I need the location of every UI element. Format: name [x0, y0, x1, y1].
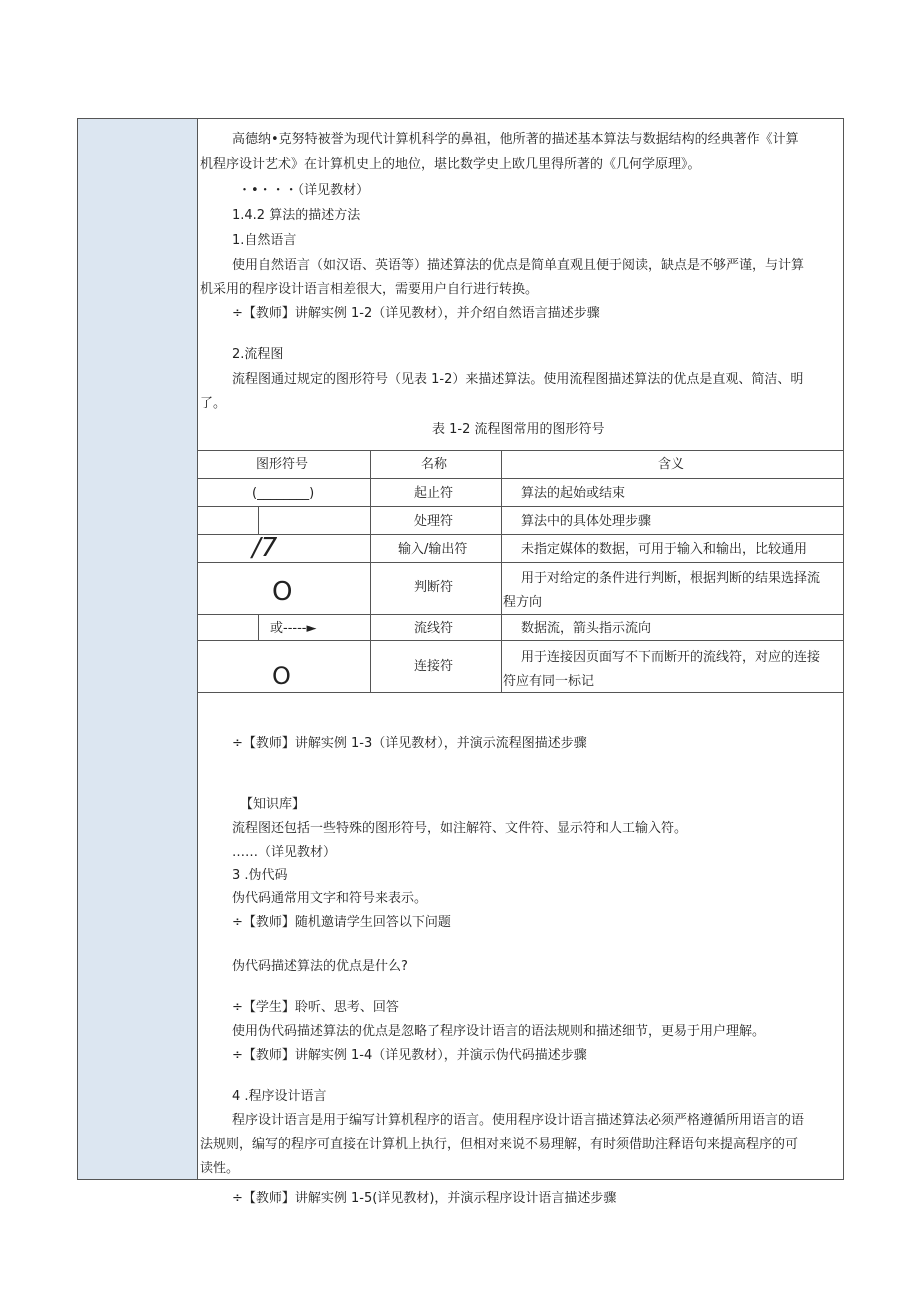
terminator-symbol: (________)	[252, 486, 315, 501]
row-meaning: 数据流，箭头指示流向	[521, 621, 652, 636]
proglang-p3: 读性。	[200, 1161, 240, 1176]
flowline-symbol-edge	[258, 614, 259, 640]
row-meaning: 用于对给定的条件进行判断，根据判断的结果选择流	[521, 571, 821, 586]
natural-heading: 1.自然语言	[232, 233, 297, 248]
row-meaning: 符应有同一标记	[503, 674, 595, 689]
row-meaning: 未指定媒体的数据，可用于输入和输出，比较通用	[521, 542, 808, 557]
teacher-note-1-2: ÷【教师】讲解实例 1-2（详见教材），并介绍自然语言描述步骤	[232, 306, 600, 321]
proglang-heading: 4 .程序设计语言	[232, 1089, 327, 1104]
knowledge-base-text: 流程图还包括一些特殊的图形符号，如注解符、文件符、显示符和人工输入符。	[232, 821, 688, 836]
student-note: ÷【学生】聆听、思考、回答	[232, 1000, 399, 1015]
left-column	[78, 119, 198, 1179]
proglang-p1: 程序设计语言是用于编写计算机程序的语言。使用程序设计语言描述算法必须严格遵循所用语言的语	[232, 1113, 805, 1128]
natural-p1: 使用自然语言（如汉语、英语等）描述算法的优点是简单直观且便于阅读，缺点是不够严谨，与计算	[232, 258, 805, 273]
pseudo-answer: 使用伪代码描述算法的优点是忽略了程序设计语言的语法规则和描述细节，更易于用户理解。	[232, 1024, 766, 1039]
flow-p2: 了。	[200, 396, 227, 411]
row-name: 起止符	[414, 486, 454, 501]
row-meaning: 算法中的具体处理步骤	[521, 514, 652, 529]
row-name: 连接符	[414, 659, 454, 674]
teacher-note-1-5: ÷【教师】讲解实例 1-5(详见教材)，并演示程序设计语言描述步骤	[232, 1191, 617, 1206]
knowledge-base-title: 【知识库】	[240, 797, 306, 812]
io-symbol: /7	[252, 533, 278, 563]
connector-symbol: O	[272, 662, 291, 690]
row-name: 处理符	[414, 514, 454, 529]
pseudo-heading: 3 .伪代码	[232, 868, 288, 883]
pseudo-question: 伪代码描述算法的优点是什么?	[232, 959, 408, 974]
knowledge-base-more: ……（详见教材）	[232, 845, 337, 860]
teacher-note-question: ÷【教师】随机邀请学生回答以下问题	[232, 915, 451, 930]
col-header-symbol: 图形符号	[256, 457, 309, 472]
col-header-name: 名称	[421, 457, 448, 472]
flowline-symbol: 或-----►	[270, 621, 317, 636]
teacher-note-1-4: ÷【教师】讲解实例 1-4（详见教材），并演示伪代码描述步骤	[232, 1048, 587, 1063]
flow-heading: 2.流程图	[232, 347, 284, 362]
intro-ellipsis: ・•・・・（详见教材）	[238, 183, 370, 198]
row-meaning: 用于连接因页面写不下而断开的流线符，对应的连接	[521, 650, 821, 665]
pseudo-p1: 伪代码通常用文字和符号来表示。	[232, 891, 428, 906]
proglang-p2: 法规则，编写的程序可直接在计算机上执行，但相对来说不易理解，有时须借助注释语句来提高程序的可	[200, 1137, 799, 1152]
process-symbol-edge	[258, 506, 259, 534]
intro-line-2: 机程序设计艺术》在计算机史上的地位，堪比数学史上欧几里得所著的《几何学原理》。	[200, 157, 701, 172]
natural-p2: 机采用的程序设计语言相差很大，需要用户自行进行转换。	[200, 282, 539, 297]
section-heading: 1.4.2 算法的描述方法	[232, 208, 361, 223]
table-caption: 表 1-2 流程图常用的图形符号	[432, 422, 605, 437]
row-meaning: 算法的起始或结束	[521, 486, 626, 501]
col-header-meaning: 含义	[658, 457, 685, 472]
teacher-note-1-3: ÷【教师】讲解实例 1-3（详见教材），并演示流程图描述步骤	[232, 736, 587, 751]
decision-symbol: O	[272, 577, 293, 607]
intro-line-1: 高德纳•克努特被誉为现代计算机科学的鼻祖，他所著的描述基本算法与数据结构的经典著作《计算	[232, 132, 799, 147]
row-name: 输入/输出符	[398, 542, 468, 557]
flow-p1: 流程图通过规定的图形符号（见表 1-2）来描述算法。使用流程图描述算法的优点是直观、简洁、明	[232, 372, 804, 387]
row-meaning: 程方向	[503, 595, 543, 610]
row-name: 流线符	[414, 621, 454, 636]
row-name: 判断符	[414, 580, 454, 595]
